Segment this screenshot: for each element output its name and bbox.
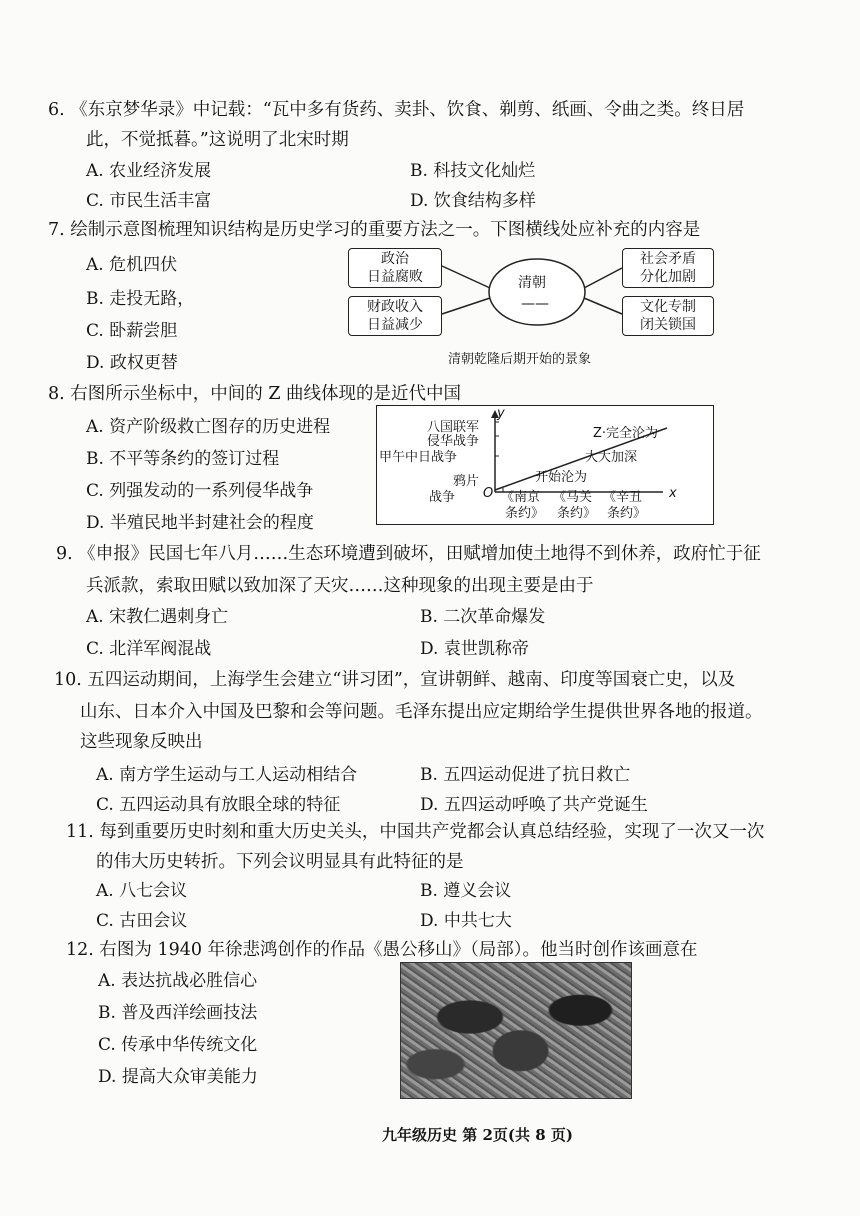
- origin-label: O: [483, 486, 494, 501]
- box-culture-line2: 闭关锁国: [640, 317, 696, 333]
- box-politics-line1: 政治: [381, 251, 409, 267]
- q7-option-b: B. 走投无路，: [86, 289, 195, 309]
- box-finance-line1: 财政收入: [367, 299, 423, 315]
- y-axis-label: y: [497, 406, 505, 421]
- box-politics: [348, 248, 442, 288]
- q12-option-b: B. 普及西洋绘画技法: [98, 1003, 258, 1023]
- q12-option-d: D. 提高大众审美能力: [98, 1067, 258, 1087]
- y-tick-jiawu: 甲午中日战争: [379, 450, 458, 465]
- y-tick-boxer: 八国联军: [427, 420, 480, 435]
- x-tick-nanjing-2: 条约》: [505, 506, 545, 521]
- q10-stem-line1: 10. 五四运动期间，上海学生会建立“讲习团”，宣讲朝鲜、越南、印度等国衰亡史，以及: [54, 670, 736, 690]
- q10-option-a: A. 南方学生运动与工人运动相结合: [96, 765, 358, 785]
- q7-option-a: A. 危机四伏: [86, 255, 178, 275]
- center-label: 清朝: [518, 275, 546, 291]
- q6-option-a: A. 农业经济发展: [86, 161, 212, 181]
- x-tick-maguan: 《马关: [553, 490, 593, 505]
- q9-option-d: D. 袁世凯称帝: [420, 639, 529, 659]
- box-culture-line1: 文化专制: [640, 299, 696, 315]
- q8-option-a: A. 资产阶级救亡图存的历史进程: [86, 417, 331, 437]
- box-society-line1: 社会矛盾: [640, 251, 696, 267]
- q12-option-a: A. 表达抗战必胜信心: [98, 971, 258, 991]
- z-label-begin: 开始沦为: [535, 470, 588, 485]
- box-society: [622, 248, 714, 288]
- q12-option-c: C. 传承中华传统文化: [98, 1035, 258, 1055]
- box-finance-line2: 日益减少: [367, 317, 423, 333]
- box-society-line2: 分化加剧: [640, 269, 696, 285]
- q8-option-b: B. 不平等条约的签订过程: [86, 449, 280, 469]
- q7-option-d: D. 政权更替: [86, 353, 178, 373]
- box-politics-line2: 日益腐败: [367, 269, 423, 285]
- q11-option-d: D. 中共七大: [420, 911, 512, 931]
- y-tick-opium: 鸦片: [453, 474, 480, 489]
- q6-option-b: B. 科技文化灿烂: [410, 161, 536, 181]
- box-finance: [348, 296, 442, 336]
- q12-stem-line1: 12. 右图为 1940 年徐悲鸿创作的作品《愚公移山》（局部）。他当时创作该画意在: [66, 940, 698, 960]
- x-tick-xinchou-2: 条约》: [607, 506, 647, 521]
- q6-stem-line2: 此，不觉抵暮。”这说明了北宋时期: [86, 130, 349, 150]
- q10-stem-line2: 山东、日本介入中国及巴黎和会等问题。毛泽东提出应定期给学生提供世界各地的报道。: [80, 702, 763, 722]
- box-culture: [622, 296, 714, 336]
- q9-stem-line2: 兵派款，索取田赋以致加深了天灾……这种现象的出现主要是由于: [86, 576, 594, 596]
- q9-option-b: B. 二次革命爆发: [420, 607, 546, 627]
- q6-option-d: D. 饮食结构多样: [410, 191, 536, 211]
- x-tick-xinchou: 《辛丑: [603, 490, 643, 505]
- yugong-painting-image: [400, 962, 632, 1099]
- q8-option-d: D. 半殖民地半封建社会的程度: [86, 513, 314, 533]
- q8-option-c: C. 列强发动的一系列侵华战争: [86, 481, 314, 501]
- q11-option-c: C. 古田会议: [96, 911, 188, 931]
- q10-option-d: D. 五四运动呼唤了共产党诞生: [420, 795, 648, 815]
- x-axis-label: x: [669, 486, 677, 501]
- z-curve-figure: [376, 405, 714, 525]
- q8-stem-line1: 8. 右图所示坐标中，中间的 Z 曲线体现的是近代中国: [48, 384, 462, 404]
- x-tick-maguan-2: 条约》: [557, 506, 597, 521]
- q11-option-b: B. 遵义会议: [420, 881, 512, 901]
- z-label-complete: Z·完全沦为: [593, 426, 659, 441]
- q9-option-c: C. 北洋军阀混战: [86, 639, 212, 659]
- q10-stem-line3: 这些现象反映出: [80, 732, 203, 752]
- q9-option-a: A. 宋教仁遇刺身亡: [86, 607, 229, 627]
- q6-option-c: C. 市民生活丰富: [86, 191, 212, 211]
- q6-stem-line1: 6. 《东京梦华录》中记载：“瓦中多有货药、卖卦、饮食、剃剪、纸画、令曲之类。终日居: [48, 100, 745, 120]
- q9-stem-line1: 9. 《申报》民国七年八月……生态环境遭到破坏，田赋增加使土地得不到休养，政府忙于征: [56, 544, 761, 564]
- q10-option-c: C. 五四运动具有放眼全球的特征: [96, 795, 341, 815]
- q11-stem-line1: 11. 每到重要历史时刻和重大历史关头，中国共产党都会认真总结经验，实现了一次又一次: [66, 822, 765, 842]
- z-label-deepen: 大大加深: [585, 450, 638, 465]
- center-blank: ——: [521, 296, 549, 312]
- q11-stem-line2: 的伟大历史转折。下列会议明显具有此特征的是: [96, 852, 464, 872]
- y-tick-opium-2: 战争: [429, 490, 456, 505]
- q7-option-c: C. 卧薪尝胆: [86, 321, 178, 341]
- diagram-caption: 清朝乾隆后期开始的景象: [448, 352, 592, 367]
- q10-option-b: B. 五四运动促进了抗日救亡: [420, 765, 631, 785]
- y-tick-boxer-2: 侵华战争: [427, 434, 480, 449]
- q7-stem-line1: 7. 绘制示意图梳理知识结构是历史学习的重要方法之一。下图横线处应补充的内容是: [48, 220, 701, 240]
- x-tick-nanjing: 《南京: [501, 490, 541, 505]
- q11-option-a: A. 八七会议: [96, 881, 188, 901]
- page-footer: 九年级历史 第 2页(共 8 页): [382, 1126, 573, 1144]
- qing-dynasty-diagram: [340, 242, 720, 370]
